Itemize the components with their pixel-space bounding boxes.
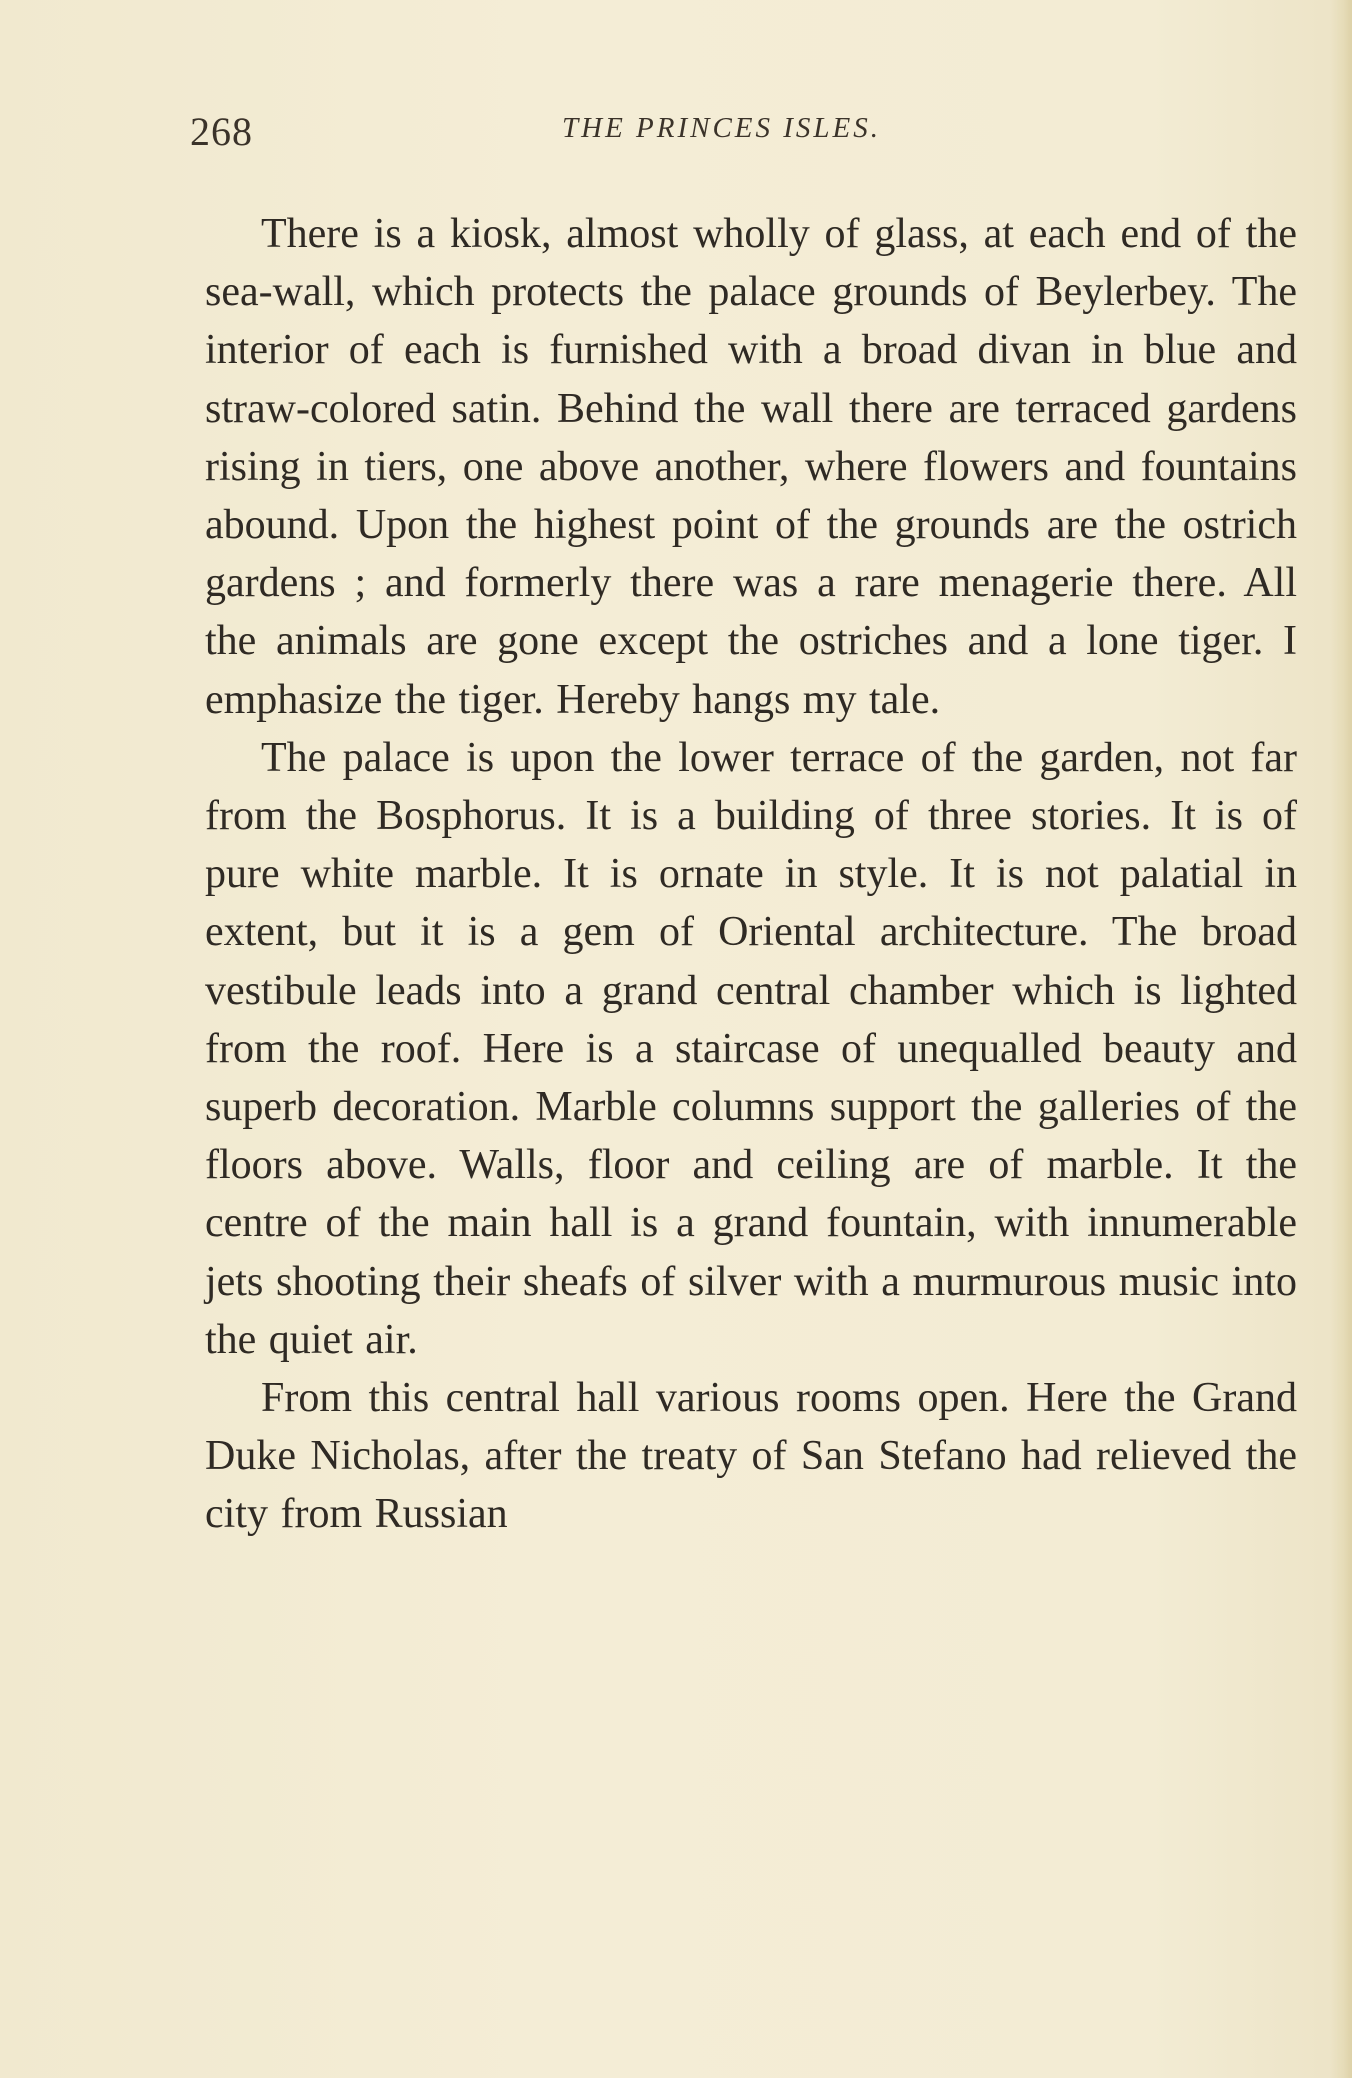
paragraph: The palace is upon the lower terrace of the garden, not far from the Bosphorus. It is a building of three stories. It is of pure white marble. It is ornate in style. It is not palatial in extent, but it is a gem of Oriental architecture. The broad vestibule leads into a grand central chamber which is lighted from the roof. Here is a staircase of unequalled beauty and superb decoration. Marble columns support the galleries of the floors above. Walls, floor and ceiling are of marble. It the centre of the main hall is a grand fountain, with innumerable jets shooting their sheafs of silver with a murmurous music into the quiet air.: [205, 734, 1297, 1363]
running-head: THE PRINCES ISLES.: [562, 112, 882, 144]
page-number: 268: [190, 109, 253, 154]
body-text: [205, 205, 1297, 1544]
paragraph: There is a kiosk, almost wholly of glass, at each end of the sea-wall, which protects the palace grounds of Beylerbey. The interior of each is furnished with a broad divan in blue and straw-colored satin. Behind the wall there are terraced gardens rising in tiers, one above another, where flowers and fountains abound. Upon the highest point of the grounds are the ostrich gardens ; and formerly there was a rare menagerie there. All the animals are gone except the ostriches and a lone tiger. I emphasize the tiger. Hereby hangs my tale.: [205, 211, 1297, 723]
page-edge-shadow: [1330, 0, 1352, 2078]
paragraph: From this central hall various rooms open. Here the Grand Duke Nicholas, after the treaty of San Stefano had relieved the city from Russian: [205, 1375, 1297, 1538]
page-header: [190, 108, 1310, 168]
